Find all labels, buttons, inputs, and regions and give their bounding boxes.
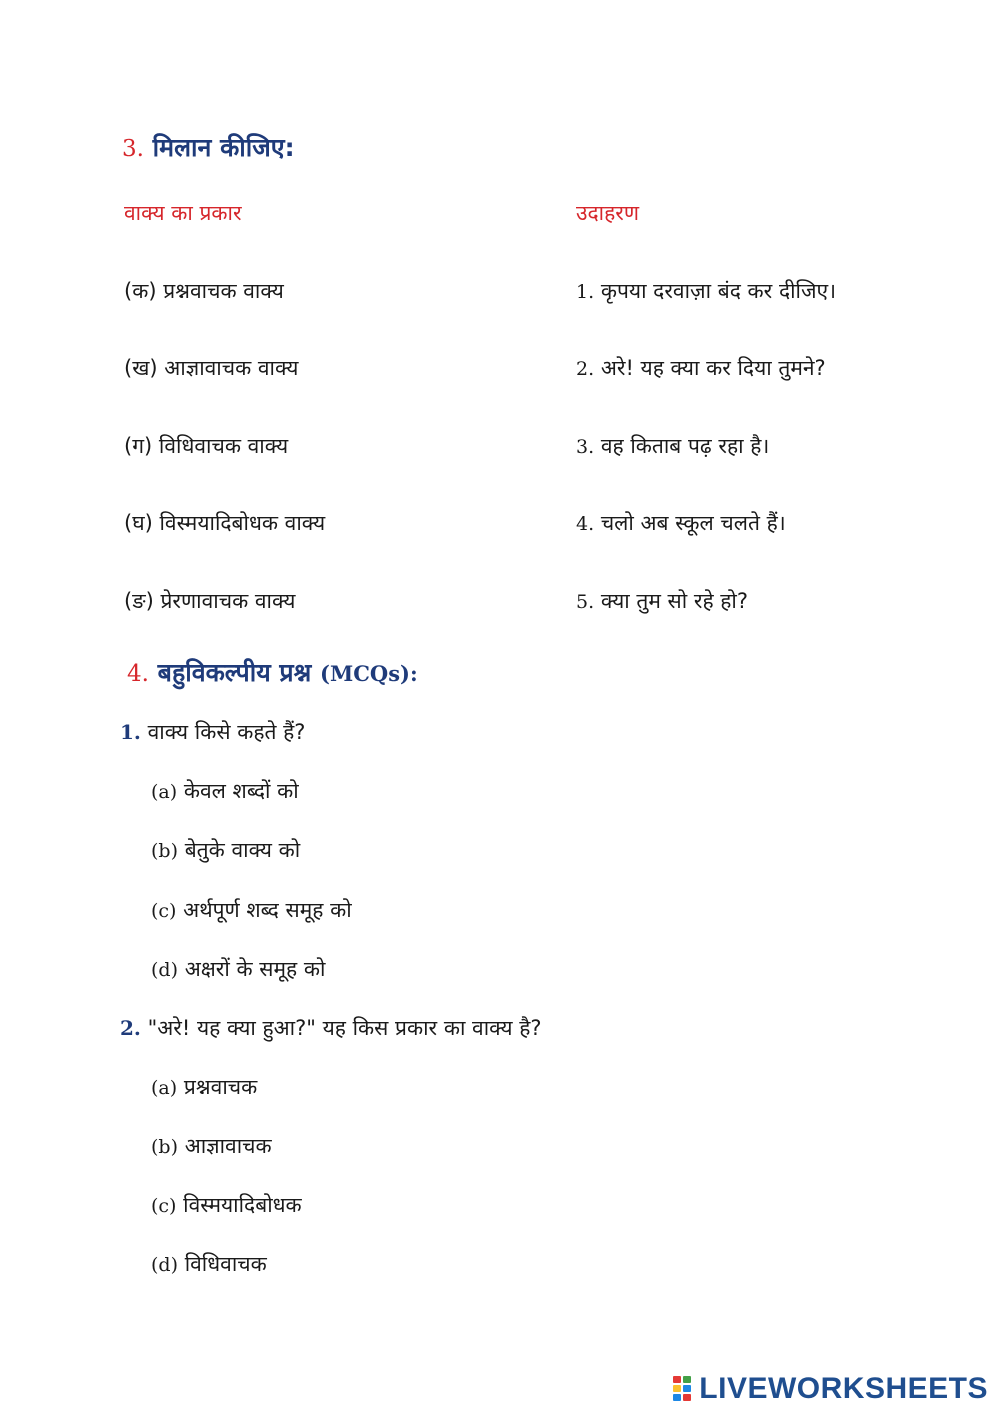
option[interactable] — [151, 1250, 267, 1278]
option-label: (a) — [151, 1077, 178, 1099]
section-number: 4. — [127, 661, 149, 687]
option-label: (a) — [151, 781, 178, 803]
liveworksheets-logo[interactable] — [673, 1372, 988, 1406]
match-left-item[interactable] — [124, 432, 288, 460]
item-label: (क) — [124, 279, 157, 303]
section-title: मिलान कीजिए: — [152, 133, 295, 162]
item-text: चलो अब स्कूल चलते हैं। — [600, 511, 786, 535]
section-3-heading — [122, 130, 295, 164]
column-header-example: उदाहरण — [576, 201, 640, 225]
item-label: 3. — [576, 436, 595, 458]
option[interactable] — [151, 777, 299, 805]
question — [120, 1014, 542, 1042]
section-number: 3. — [122, 136, 144, 162]
match-right-item[interactable] — [576, 587, 748, 615]
item-label: 1. — [576, 281, 595, 303]
item-text: प्रेरणावाचक वाक्य — [160, 589, 296, 613]
section-title-latin: (MCQs): — [320, 661, 418, 686]
option[interactable] — [151, 1132, 272, 1160]
match-right-item[interactable] — [576, 354, 826, 382]
column-header-sentence-type: वाक्य का प्रकार — [124, 201, 242, 225]
item-text: प्रश्नवाचक वाक्य — [163, 279, 284, 303]
item-label: 2. — [576, 358, 595, 380]
option-text: अर्थपूर्ण शब्द समूह को — [183, 898, 352, 922]
item-label: (घ) — [124, 511, 153, 535]
option[interactable] — [151, 1073, 257, 1101]
option[interactable] — [151, 955, 325, 983]
option[interactable] — [151, 836, 300, 864]
option-text: आज्ञावाचक — [184, 1134, 272, 1158]
item-text: विधिवाचक वाक्य — [158, 434, 289, 458]
item-label: (ग) — [124, 434, 153, 458]
option-label: (b) — [151, 1136, 178, 1158]
question — [120, 718, 305, 746]
option-label: (c) — [151, 900, 177, 922]
match-left-item[interactable] — [124, 509, 325, 537]
option-text: बेतुके वाक्य को — [184, 838, 301, 862]
option-text: अक्षरों के समूह को — [184, 957, 326, 981]
option-label: (b) — [151, 840, 178, 862]
option-label: (d) — [151, 1254, 178, 1276]
item-label: 4. — [576, 513, 595, 535]
match-left-item[interactable] — [124, 354, 298, 382]
question-text: वाक्य किसे कहते हैं? — [147, 720, 306, 744]
option-text: प्रश्नवाचक — [183, 1075, 258, 1099]
section-4-heading — [127, 655, 418, 689]
item-text: क्या तुम सो रहे हो? — [600, 589, 749, 613]
question-number: 2. — [120, 1016, 141, 1040]
item-text: वह किताब पढ़ रहा है। — [600, 434, 770, 458]
option-label: (c) — [151, 1195, 177, 1217]
question-number: 1. — [120, 720, 141, 744]
item-text: विस्मयादिबोधक वाक्य — [159, 511, 326, 535]
item-label: (ङ) — [124, 589, 154, 613]
match-right-item[interactable] — [576, 432, 769, 460]
section-title: बहुविकल्पीय प्रश्न — [157, 658, 312, 687]
question-text: "अरे! यह क्या हुआ?" यह किस प्रकार का वाक्य है? — [147, 1016, 542, 1040]
match-left-item[interactable] — [124, 587, 295, 615]
item-text: कृपया दरवाज़ा बंद कर दीजिए। — [600, 279, 837, 303]
item-text: आज्ञावाचक वाक्य — [164, 356, 299, 380]
match-left-item[interactable] — [124, 277, 284, 305]
option-text: विस्मयादिबोधक — [183, 1193, 302, 1217]
option-label: (d) — [151, 959, 178, 981]
item-label: (ख) — [124, 356, 158, 380]
liveworksheets-logo-icon — [673, 1376, 693, 1402]
logo-text: LIVEWORKSHEETS — [699, 1372, 988, 1405]
item-label: 5. — [576, 591, 595, 613]
option-text: विधिवाचक — [184, 1252, 267, 1276]
match-right-item[interactable] — [576, 277, 836, 305]
option[interactable] — [151, 896, 352, 924]
item-text: अरे! यह क्या कर दिया तुमने? — [600, 356, 826, 380]
match-right-item[interactable] — [576, 509, 786, 537]
option[interactable] — [151, 1191, 302, 1219]
option-text: केवल शब्दों को — [183, 779, 299, 803]
